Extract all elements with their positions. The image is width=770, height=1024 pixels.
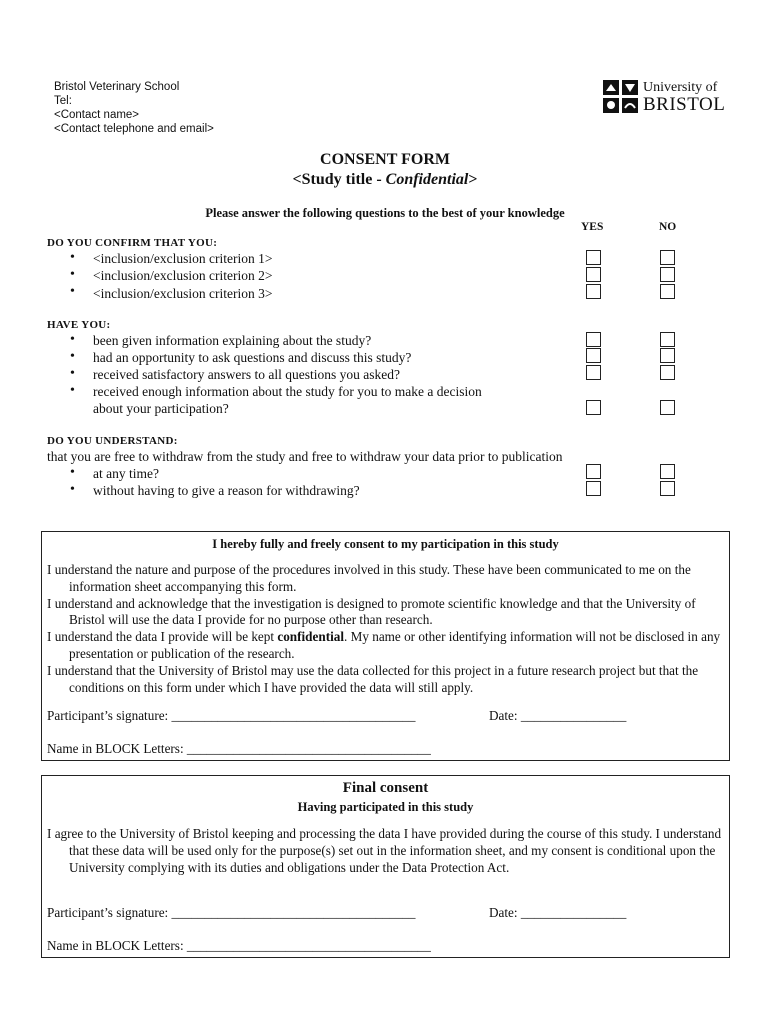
bullet: •	[70, 482, 75, 497]
consent-paragraphs	[47, 562, 723, 696]
bullet: •	[70, 383, 75, 398]
final-consent-statement: I agree to the University of Bristol keeping and processing the data I have provided during the course of this study. I understand that these data will be used only for the purpose(s) set out in the information sheet, and my consent is conditional upon the University complying with its duties and obligations under the Data Protection Act.	[47, 826, 722, 875]
yes-column-label: YES	[581, 221, 604, 233]
final-block-name-field[interactable]: Name in BLOCK Letters: _____________________________________	[47, 938, 431, 953]
form-title: CONSENT FORM	[320, 151, 450, 168]
logo-text-bottom: BRISTOL	[643, 94, 726, 115]
study-title-prefix: <Study title -	[292, 171, 386, 188]
bullet: •	[70, 284, 75, 299]
school-address	[54, 80, 214, 136]
yes-checkbox-criterion-3[interactable]	[586, 284, 601, 299]
no-checkbox-criterion-2[interactable]	[660, 267, 675, 282]
section-have-you-heading: HAVE YOU:	[47, 319, 111, 331]
study-title-italic: Confidential	[385, 171, 469, 188]
yes-checkbox-no-reason[interactable]	[586, 481, 601, 496]
no-checkbox-criterion-3[interactable]	[660, 284, 675, 299]
logo-text-top: University of	[643, 80, 718, 95]
final-consent-box	[41, 775, 730, 958]
withdraw-statement: that you are free to withdraw from the study and free to withdraw your data prior to publication	[47, 449, 563, 464]
yes-checkbox-enough-info[interactable]	[586, 400, 601, 415]
school-name: Bristol Veterinary School	[54, 81, 180, 93]
study-title-suffix: >	[468, 171, 478, 188]
no-column-label: NO	[659, 221, 677, 233]
final-consent-heading: Final consent	[342, 780, 429, 796]
section-understand-heading: DO YOU UNDERSTAND:	[47, 435, 178, 447]
section-confirm-heading: DO YOU CONFIRM THAT YOU:	[47, 237, 218, 249]
yes-checkbox-questions[interactable]	[586, 348, 601, 363]
no-checkbox-questions[interactable]	[660, 348, 675, 363]
have-you-item-4-cont: about your participation?	[93, 401, 229, 416]
no-checkbox-no-reason[interactable]	[660, 481, 675, 496]
instruction: Please answer the following questions to the best of your knowledge	[205, 206, 565, 220]
yes-checkbox-info-given[interactable]	[586, 332, 601, 347]
no-checkbox-info-given[interactable]	[660, 332, 675, 347]
final-consent-paragraph	[47, 826, 723, 876]
criterion-2: <inclusion/exclusion criterion 2>	[93, 268, 273, 283]
crest-icon	[603, 80, 639, 114]
bullet: •	[70, 465, 75, 480]
consent-heading: I hereby fully and freely consent to my participation in this study	[212, 537, 559, 551]
bullet: •	[70, 366, 75, 381]
yes-checkbox-criterion-2[interactable]	[586, 267, 601, 282]
criterion-3: <inclusion/exclusion criterion 3>	[93, 286, 273, 301]
no-checkbox-any-time[interactable]	[660, 464, 675, 479]
bullet: •	[70, 267, 75, 282]
no-checkbox-enough-info[interactable]	[660, 400, 675, 415]
no-checkbox-criterion-1[interactable]	[660, 250, 675, 265]
consent-statement-3-after: . My name or other identifying information will not be disclosed in any presentation or publication of the research.	[69, 629, 721, 661]
have-you-item-4: received enough information about the study for you to make a decision	[93, 384, 482, 399]
yes-checkbox-any-time[interactable]	[586, 464, 601, 479]
study-title	[0, 171, 770, 189]
have-you-item-3: received satisfactory answers to all questions you asked?	[93, 367, 401, 382]
block-name-field[interactable]: Name in BLOCK Letters: _____________________________________	[47, 741, 431, 756]
consent-statement-2: I understand and acknowledge that the investigation is designed to promote scientific knowledge and that the University of Bristol will use the data I provide for no purpose other than research.	[47, 595, 696, 628]
bullet: •	[70, 332, 75, 347]
have-you-item-2: had an opportunity to ask questions and discuss this study?	[93, 350, 412, 365]
criterion-1: <inclusion/exclusion criterion 1>	[93, 251, 273, 266]
consent-statement-1: I understand the nature and purpose of the procedures involved in this study. These have been communicated to me on the information sheet accompanying this form.	[47, 562, 691, 594]
consent-statement-3	[47, 629, 723, 663]
consent-statement-4: I understand that the University of Bristol may use the data collected for this project in a future research project but that the conditions on this form under which I have provided the data will still apply.	[47, 662, 699, 695]
university-logo	[603, 78, 733, 118]
yes-checkbox-criterion-1[interactable]	[586, 250, 601, 265]
consent-statement-3-bold: confidential	[277, 629, 345, 645]
no-checkbox-answers[interactable]	[660, 365, 675, 380]
bullet: •	[70, 349, 75, 364]
contact-name: <Contact name>	[54, 109, 140, 121]
withdraw-item-2: without having to give a reason for withdrawing?	[93, 483, 360, 498]
consent-statement-3-before: I understand the data I provide will be kept	[47, 629, 278, 645]
withdraw-item-1: at any time?	[93, 466, 159, 481]
participant-signature-field[interactable]: Participant’s signature: _____________________________________	[47, 708, 416, 723]
tel-line: Tel:	[54, 95, 72, 107]
date-field[interactable]: Date: ________________	[489, 708, 627, 723]
yes-checkbox-answers[interactable]	[586, 365, 601, 380]
bullet: •	[70, 250, 75, 265]
contact-details: <Contact telephone and email>	[54, 123, 214, 135]
have-you-item-1: been given information explaining about the study?	[93, 333, 372, 348]
final-date-field[interactable]: Date: ________________	[489, 905, 627, 920]
consent-box	[41, 531, 730, 761]
final-consent-subheading: Having participated in this study	[297, 800, 474, 814]
final-participant-signature-field[interactable]: Participant’s signature: _____________________________________	[47, 905, 416, 920]
